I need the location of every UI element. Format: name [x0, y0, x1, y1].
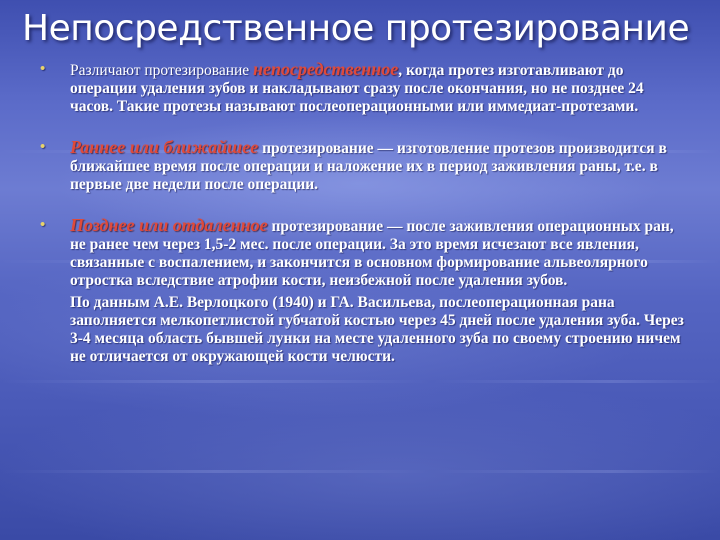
bullet-text-after: протезирование — изготовление протезов производится в ближайшее время после операции и наложение их в период заживления раны, т.е. в первые две недели после операции. — [70, 140, 667, 193]
slide-title: Непосредственное протезирование — [22, 8, 690, 49]
bullet-icon: • — [40, 61, 46, 77]
bullet-text-before: Различают протезирование — [70, 62, 254, 79]
bullet-emphasis: Позднее или отдаленное — [70, 215, 268, 235]
bullet-icon: • — [40, 217, 46, 233]
bullet-item — [40, 60, 690, 116]
bullet-icon: • — [40, 139, 46, 155]
bullet-item — [40, 216, 690, 290]
background-wave — [0, 380, 720, 383]
bullet-text-after: протезирование — после заживления операционных ран, не ранее чем через 1,5-2 мес. после операции. За это время исчезают все явления, связанные с воспалением, и закончится в основном формирование альвеолярного отростка вследствие атрофии кости, неизбежной после удаления зубов. — [70, 218, 674, 289]
bullet-text-after: , когда протез изготавливают до операции удаления зубов и накладывают сразу после окончания, но не позднее 24 часов. Такие протезы называют послеоперационными или иммедиат-протезами. — [70, 62, 644, 115]
bullet-item — [40, 138, 690, 194]
background-wave — [0, 470, 720, 473]
bullet-emphasis: непосредственное — [253, 59, 399, 79]
bullet-emphasis: Раннее или ближайшее — [70, 137, 259, 157]
closing-paragraph: По данным А.Е. Верлоцкого (1940) и ГА. Васильева, послеоперационная рана заполняется мелкопетлистой губчатой костью через 45 дней после удаления зуба. Через 3-4 месяца область бывшей лунки на месте удаленного зуба по своему строению ничем не отличается от окружающей кости челюсти. — [70, 294, 684, 365]
slide-body — [40, 60, 690, 366]
